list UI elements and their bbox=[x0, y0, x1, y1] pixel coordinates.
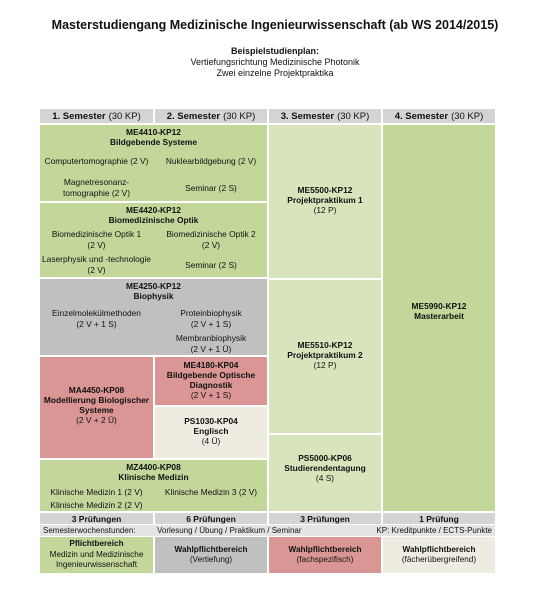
module-me5990 bbox=[383, 125, 495, 511]
module-name: Biophysik bbox=[133, 291, 174, 301]
legend-wahlpflicht-vertiefung: Wahlpflichtbereich (Vertiefung) bbox=[155, 537, 267, 573]
module-hours: (4 S) bbox=[315, 473, 335, 483]
legend-wahlpflicht-fachspezifisch: Wahlpflichtbereich (fachspezifisch) bbox=[269, 537, 381, 573]
module-me4420 bbox=[40, 203, 267, 277]
module-me4180 bbox=[155, 357, 267, 405]
module-hours: (12 P) bbox=[313, 360, 337, 370]
module-code: ME4420-KP12 bbox=[126, 205, 181, 215]
module-name: Projektpraktikum 1 bbox=[287, 195, 363, 205]
module-ps1030 bbox=[155, 407, 267, 458]
exams-semester-1: 3 Prüfungen bbox=[40, 513, 153, 524]
module-name-line-2: Systeme bbox=[79, 405, 114, 415]
semester-2-header: 2. Semester (30 KP) bbox=[155, 109, 267, 123]
exams-semester-2: 6 Prüfungen bbox=[155, 513, 267, 524]
module-mz4400 bbox=[40, 460, 267, 511]
page-title: Masterstudiengang Medizinische Ingenieurwissenschaft (ab WS 2014/2015) bbox=[51, 18, 499, 32]
module-hours: (4 Ü) bbox=[201, 436, 221, 446]
module-name: Klinische Medizin bbox=[118, 472, 189, 482]
legend-sws: Semesterwochenstunden: bbox=[43, 526, 136, 535]
module-me5510 bbox=[269, 280, 381, 433]
semester-1-header: 1. Semester (30 KP) bbox=[40, 109, 153, 123]
module-code: PS5000-KP06 bbox=[298, 453, 352, 463]
course-laserphysik: Laserphysik und -technologie (2 V) bbox=[42, 254, 151, 275]
module-name: Bildgebende Systeme bbox=[109, 137, 198, 147]
course-biomed-optik-1: Biomedizinische Optik 1 (2 V) bbox=[51, 229, 142, 250]
module-name-line-2: Diagnostik bbox=[189, 380, 233, 390]
module-hours: (2 V + 1 S) bbox=[190, 390, 232, 400]
course-computertomographie: Computertomographie (2 V) bbox=[44, 156, 149, 166]
semester-4-header: 4. Semester (30 KP) bbox=[383, 109, 495, 123]
course-membranbiophysik: Membranbiophysik (2 V + 1 Ü) bbox=[175, 333, 247, 354]
module-hours: (2 V + 2 Ü) bbox=[76, 415, 117, 425]
module-code: ME5500-KP12 bbox=[297, 185, 353, 195]
module-me4250 bbox=[40, 279, 267, 355]
plan-line-1: Vertiefungsrichtung Medizinische Photonik bbox=[190, 57, 360, 67]
course-proteinbiophysik: Proteinbiophysik (2 V + 1 S) bbox=[180, 308, 242, 329]
legend-row bbox=[40, 525, 495, 536]
exams-semester-3: 3 Prüfungen bbox=[269, 513, 381, 524]
course-klinische-medizin-3: Klinische Medizin 3 (2 V) bbox=[164, 487, 258, 497]
semester-3-header: 3. Semester (30 KP) bbox=[269, 109, 381, 123]
module-name: Masterarbeit bbox=[414, 311, 464, 321]
module-me4410 bbox=[40, 125, 267, 201]
module-name-line-1: Modellierung Biologischer bbox=[43, 395, 150, 405]
course-biomed-optik-2: Biomedizinische Optik 2 (2 V) bbox=[166, 229, 256, 250]
course-seminar: Seminar (2 S) bbox=[185, 183, 237, 193]
course-seminar: Seminar (2 S) bbox=[185, 260, 237, 270]
module-code: PS1030-KP04 bbox=[184, 416, 238, 426]
module-code: MZ4400-KP08 bbox=[126, 462, 181, 472]
plan-line-2: Zwei einzelne Projektpraktika bbox=[216, 68, 334, 78]
legend-kp: KP: Kreditpunkte / ECTS-Punkte bbox=[376, 526, 492, 535]
module-code: MA4450-KP08 bbox=[68, 385, 125, 395]
course-einzelmolekuelmethoden: Einzelmolekülmethoden (2 V + 1 S) bbox=[52, 308, 141, 329]
module-code: ME4250-KP12 bbox=[126, 281, 181, 291]
module-code: ME5510-KP12 bbox=[297, 340, 353, 350]
module-name-line-1: Bildgebende Optische bbox=[166, 370, 256, 380]
module-name: Studierendentagung bbox=[284, 463, 366, 473]
module-hours: (12 P) bbox=[313, 205, 337, 215]
legend-types: Vorlesung / Übung / Praktikum / Seminar bbox=[157, 526, 302, 535]
plan-heading: Beispielstudienplan: bbox=[230, 46, 319, 56]
module-name: Projektpraktikum 2 bbox=[287, 350, 363, 360]
module-me5500 bbox=[269, 125, 381, 278]
module-code: ME4410-KP12 bbox=[126, 127, 181, 137]
legend-pflichtbereich: Pflichtbereich Medizin und Medizinische Ingenieurwissenschaft bbox=[40, 537, 153, 573]
course-nuklearbildgebung: Nuklearbildgebung (2 V) bbox=[165, 156, 257, 166]
course-klinische-medizin-2: Klinische Medizin 2 (2 V) bbox=[50, 500, 143, 510]
module-name: Englisch bbox=[193, 426, 229, 436]
module-code: ME5990-KP12 bbox=[411, 301, 467, 311]
module-ma4450 bbox=[40, 357, 153, 458]
module-ps5000 bbox=[269, 435, 381, 511]
module-code: ME4180-KP04 bbox=[183, 360, 239, 370]
exams-semester-4: 1 Prüfung bbox=[383, 513, 495, 524]
module-name: Biomedizinische Optik bbox=[108, 215, 199, 225]
course-magnetresonanztomographie: Magnetresonanz- tomographie (2 V) bbox=[62, 177, 131, 198]
legend-wahlpflicht-uebergreifend: Wahlpflichtbereich (fächerübergreifend) bbox=[383, 537, 495, 573]
course-klinische-medizin-1: Klinische Medizin 1 (2 V) bbox=[50, 487, 143, 497]
